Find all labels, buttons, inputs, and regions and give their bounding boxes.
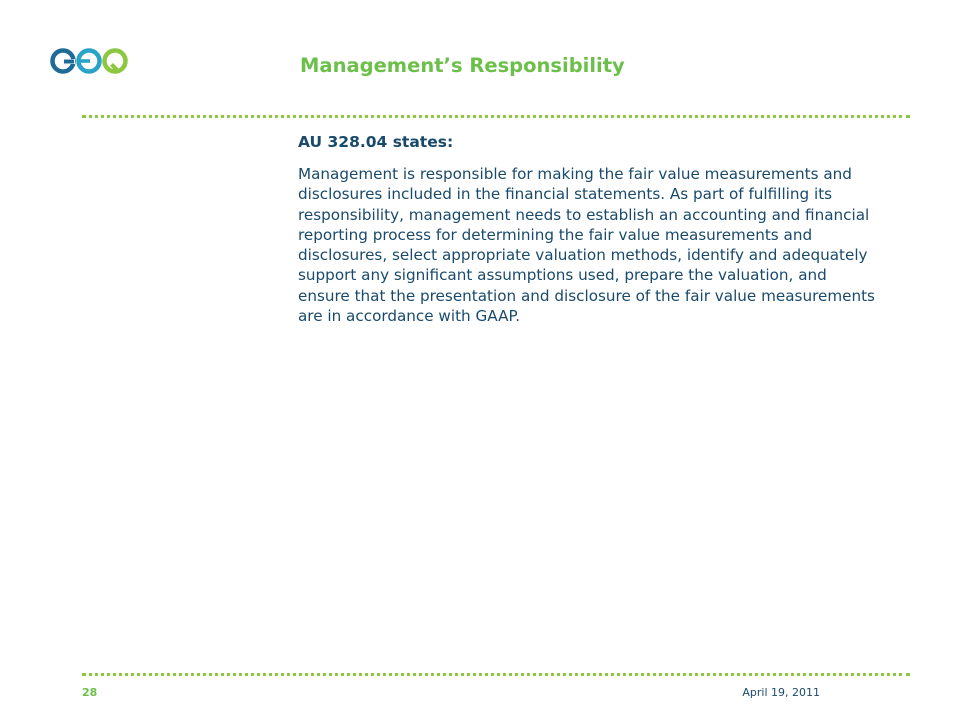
subheading: AU 328.04 states: xyxy=(298,133,454,151)
page-number: 28 xyxy=(82,686,98,699)
gbq-logo-icon xyxy=(50,47,128,75)
top-divider xyxy=(82,115,910,118)
footer-date: April 19, 2011 xyxy=(742,686,820,699)
slide-title: Management’s Responsibility xyxy=(300,54,625,77)
slide-content xyxy=(298,133,878,326)
body-paragraph: Management is responsible for making the fair value measurements and disclosures included in the financial statements. As part of fulfilling its responsibility, management needs to establish an accounting and financial reporting process for determining the fair value measurements and disclosures, select appropriate valuation methods, identify and adequately support any significant assumptions used, prepare the valuation, and ensure that the presentation and disclosure of the fair value measurements are in accordance with GAAP. xyxy=(298,165,875,326)
bottom-divider xyxy=(82,673,910,676)
gbq-logo xyxy=(50,47,128,75)
